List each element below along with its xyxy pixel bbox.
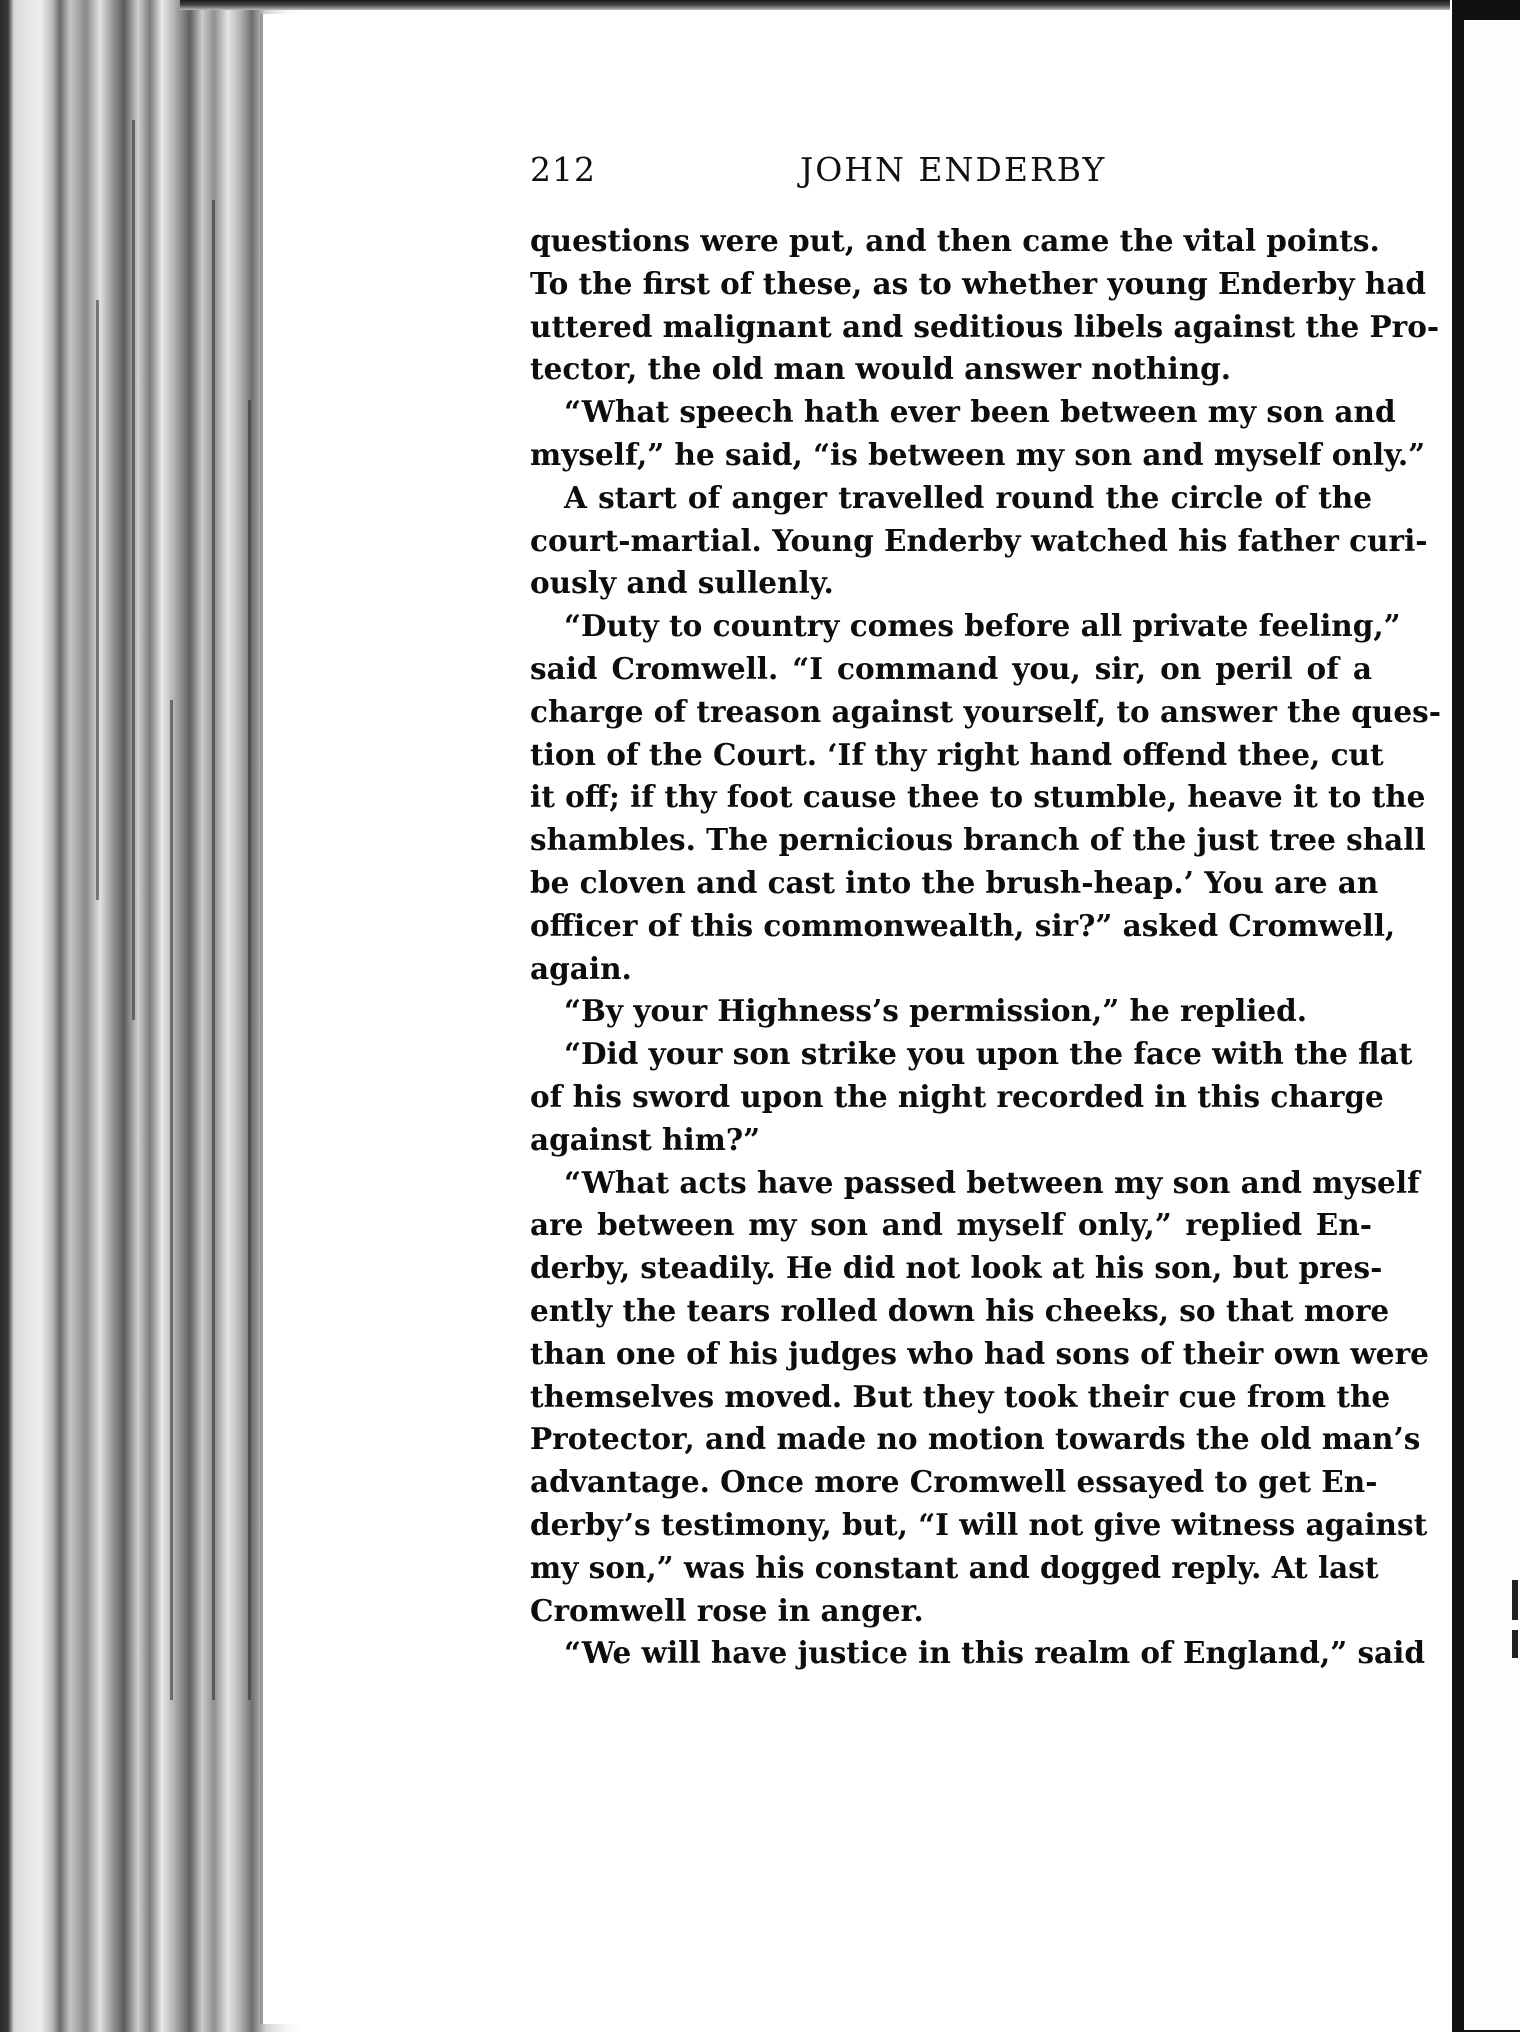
text-line: themselves moved. But they took their cue from the [530, 1378, 1391, 1414]
book-page-edges [0, 0, 300, 2032]
text-line: court-martial. Young Enderby watched his father curi- [530, 522, 1428, 558]
text-line: of his sword upon the night recorded in this charge [530, 1078, 1384, 1114]
text-line: A start of anger travelled round the circle of the [564, 479, 1372, 515]
text-line: against him?” [530, 1121, 761, 1157]
page-header [530, 150, 1372, 204]
edge-streak [212, 200, 215, 1700]
facing-page-edge [1452, 0, 1520, 2032]
text-line: “What acts have passed between my son and myself [564, 1164, 1420, 1200]
text-line: advantage. Once more Cromwell essayed to get En- [530, 1464, 1378, 1500]
text-line: “Duty to country comes before all private feeling,” [564, 608, 1401, 644]
text-line: tion of the Court. ‘If thy right hand offend thee, cut [530, 736, 1384, 772]
text-line: derby’s testimony, but, “I will not give witness against [530, 1506, 1428, 1542]
text-line: it off; if thy foot cause thee to stumble, heave it to the [530, 779, 1426, 815]
text-line: questions were put, and then came the vital points. [530, 223, 1380, 258]
edge-streak [170, 700, 173, 1700]
text-line: are between my son and myself only,” replied En- [530, 1207, 1372, 1243]
text-line: my son,” was his constant and dogged reply. At last [530, 1549, 1379, 1585]
text-line: tector, the old man would answer nothing. [530, 351, 1232, 387]
text-line: To the first of these, as to whether young Enderby had [530, 265, 1427, 301]
top-shadow [180, 0, 1450, 10]
facing-page-mark [1512, 1630, 1518, 1658]
text-line: uttered malignant and seditious libels against the Pro- [530, 308, 1440, 344]
text-line: Cromwell rose in anger. [530, 1592, 924, 1628]
text-line: said Cromwell. “I command you, sir, on peril of a [530, 650, 1372, 686]
text-line: “We will have justice in this realm of England,” said [564, 1635, 1426, 1671]
text-line: “What speech hath ever been between my son and [564, 394, 1396, 430]
edge-streak [96, 300, 99, 900]
text-line: again. [530, 950, 632, 986]
text-line: Protector, and made no motion towards the old man’s [530, 1421, 1421, 1457]
text-line: charge of treason against yourself, to answer the ques- [530, 693, 1441, 729]
text-line: myself,” he said, “is between my son and myself only.” [530, 436, 1426, 472]
edge-streak [248, 400, 251, 1700]
body-text [530, 220, 1441, 1675]
edge-streak [132, 120, 135, 1020]
page-number: 212 [530, 150, 596, 189]
text-line: ently the tears rolled down his cheeks, so that more [530, 1292, 1390, 1328]
running-title: JOHN ENDERBY [800, 150, 1107, 189]
text-line: “Did your son strike you upon the face with the flat [564, 1036, 1413, 1072]
facing-page-sliver [1464, 20, 1520, 2030]
text-line: derby, steadily. He did not look at his son, but pres- [530, 1250, 1383, 1286]
text-line: than one of his judges who had sons of their own were [530, 1335, 1429, 1371]
text-line: shambles. The pernicious branch of the just tree shall [530, 822, 1426, 858]
text-line: “By your Highness’s permission,” he replied. [564, 993, 1308, 1029]
text-line: be cloven and cast into the brush-heap.’ You are an [530, 864, 1379, 900]
text-line: officer of this commonwealth, sir?” asked Cromwell, [530, 907, 1396, 943]
text-line: ously and sullenly. [530, 565, 834, 601]
facing-page-mark [1512, 1580, 1518, 1620]
